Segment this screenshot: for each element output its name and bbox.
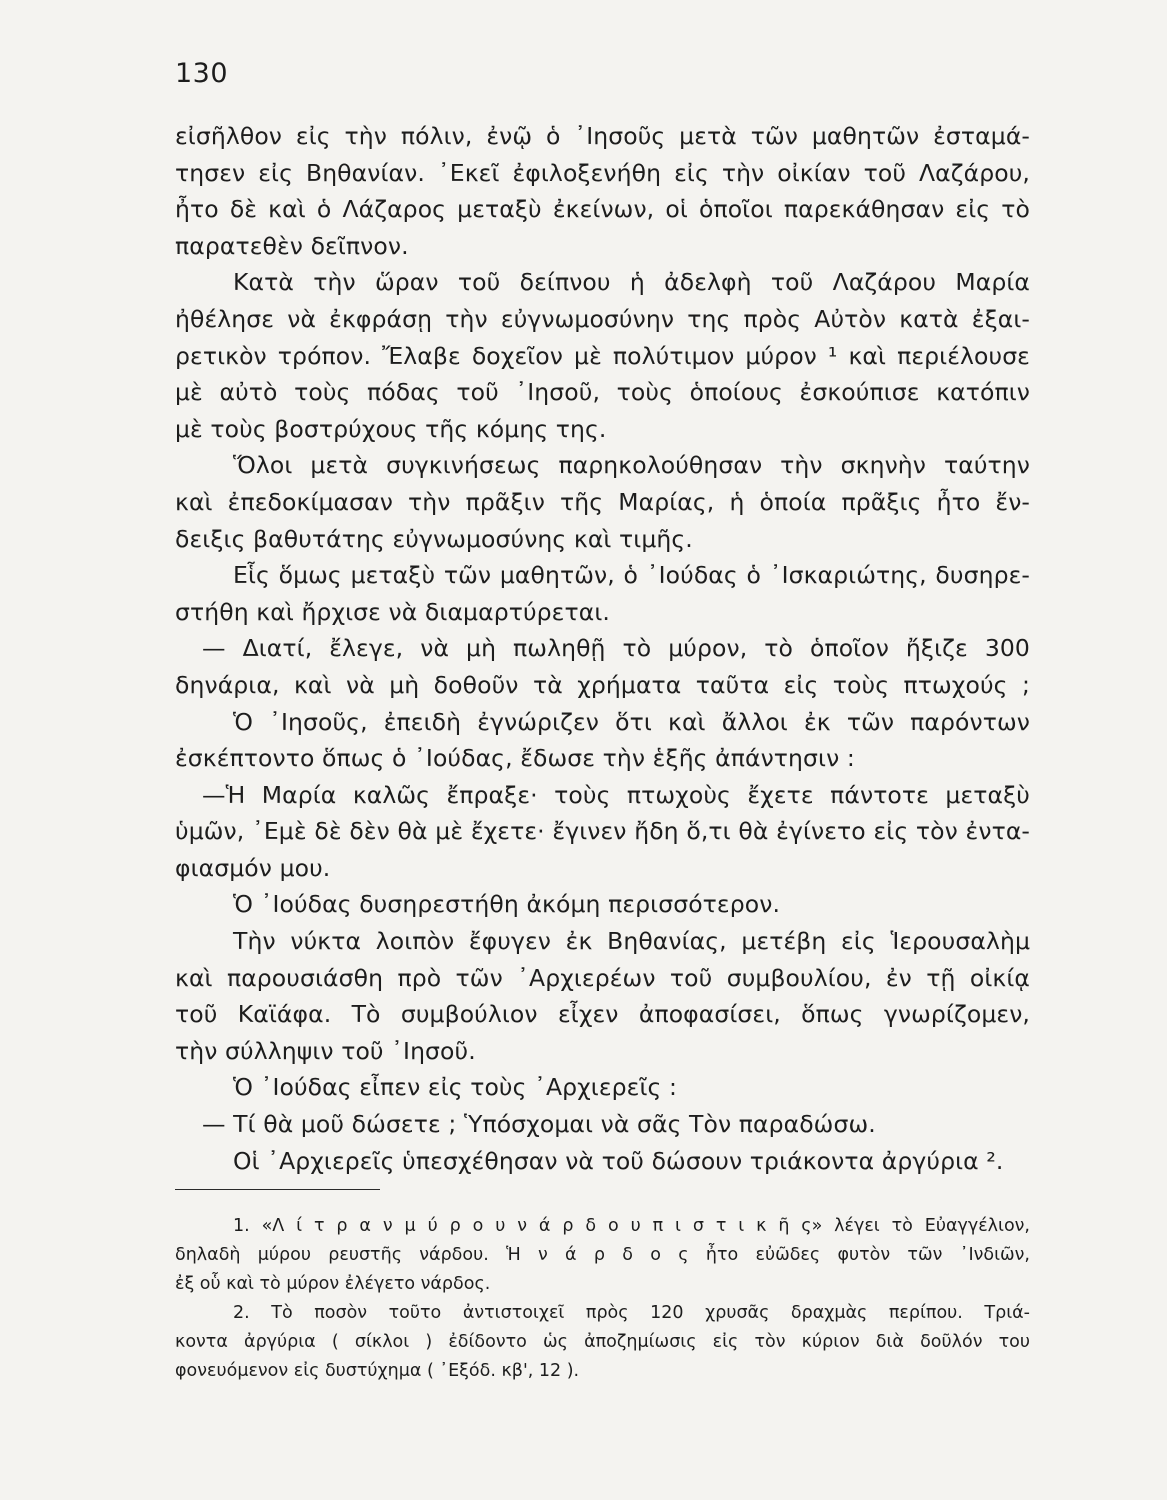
text-line: — Τί θὰ μοῦ δώσετε ; Ὑπόσχομαι νὰ σᾶς Τὸν παραδώσω. [202, 1110, 876, 1139]
text-line: Ὁ ᾿Ιούδας δυσηρεστήθη ἀκόμη περισσότερον. [233, 890, 781, 919]
text-line: εἰσῆλθον εἰς τὴν πόλιν, ἐνῷ ὁ ᾿Ιησοῦς μετὰ τῶν μαθητῶν ἐσταμά- [175, 122, 1030, 150]
text-line: ἠθέλησε νὰ ἐκφράσῃ τὴν εὐγνωμοσύνην της πρὸς Αὐτὸν κατὰ ἐξαι- [175, 304, 1030, 333]
footnote-divider [175, 1189, 380, 1190]
text-line: Ὁ ᾿Ιούδας εἶπεν εἰς τοὺς ᾿Αρχιερεῖς : [233, 1073, 678, 1102]
text-line: καὶ ἐπεδοκίμασαν τὴν πρᾶξιν τῆς Μαρίας, ἡ ὁποία πρᾶξις ἦτο ἔν- [175, 487, 1030, 516]
body-text [175, 118, 1030, 1179]
text-line: Ὅλοι μετὰ συγκινήσεως παρηκολούθησαν τὴν σκηνὴν ταύτην [233, 451, 1030, 480]
footnote-line: ἐξ οὗ καὶ τὸ μύρον ἐλέγετο νάρδος. [175, 1274, 491, 1294]
text-line: Κατὰ τὴν ὥραν τοῦ δείπνου ἡ ἀδελφὴ τοῦ Λαζάρου Μαρία [233, 268, 1030, 297]
text-line: ὑμῶν, ᾿Εμὲ δὲ δὲν θὰ μὲ ἔχετε· ἔγινεν ἤδη ὅ,τι θὰ ἐγίνετο εἰς τὸν ἐντα- [175, 817, 1030, 846]
text-line: τὴν σύλληψιν τοῦ ᾿Ιησοῦ. [175, 1036, 476, 1065]
text-line: παρατεθὲν δεῖπνον. [175, 231, 409, 260]
text-line: τοῦ Καϊάφα. Τὸ συμβούλιον εἶχεν ἀποφασίσει, ὅπως γνωρίζομεν, [175, 1000, 1030, 1029]
footnote-line: δηλαδὴ μύρου ρευστῆς νάρδου. Ἡ ν ά ρ δ ο ς ἦτο εὐῶδες φυτὸν τῶν ᾿Ινδιῶν, [175, 1245, 1030, 1265]
footnote-line: 1. «Λ ί τ ρ α ν μ ύ ρ ο υ ν ά ρ δ ο υ π ι σ τ ι κ ῆ ς» λέγει τὸ Εὐαγγέλιον, [233, 1216, 1030, 1236]
text-line: μὲ αὐτὸ τοὺς πόδας τοῦ ᾿Ιησοῦ, τοὺς ὁποίους ἐσκούπισε κατόπιν [175, 378, 1030, 407]
footnotes [175, 1212, 1030, 1386]
footnote-line: 2. Τὸ ποσὸν τοῦτο ἀντιστοιχεῖ πρὸς 120 χρυσᾶς δραχμὰς περίπου. Τριά- [233, 1303, 1030, 1323]
footnote-line: κοντα ἀργύρια ( σίκλοι ) ἐδίδοντο ὡς ἀποζημίωσις εἰς τὸν κύριον διὰ δοῦλόν του [175, 1332, 1030, 1352]
page-number: 130 [175, 58, 229, 89]
text-line: δηνάρια, καὶ νὰ μὴ δοθοῦν τὰ χρήματα ταῦτα εἰς τοὺς πτωχούς ; [175, 670, 1030, 699]
text-line: μὲ τοὺς βοστρύχους τῆς κόμης της. [175, 414, 607, 443]
text-line: ἐσκέπτοντο ὅπως ὁ ᾿Ιούδας, ἔδωσε τὴν ἑξῆς ἀπάντησιν : [175, 744, 855, 773]
text-line: καὶ παρουσιάσθη πρὸ τῶν ᾿Αρχιερέων τοῦ συμβουλίου, ἐν τῇ οἰκίᾳ [175, 963, 1030, 992]
text-line: ρετικὸν τρόπον. Ἔλαβε δοχεῖον μὲ πολύτιμον μύρον ¹ καὶ περιέλουσε [175, 341, 1030, 370]
text-line: στήθη καὶ ἤρχισε νὰ διαμαρτύρεται. [175, 597, 610, 626]
text-line: — Διατί, ἔλεγε, νὰ μὴ πωληθῇ τὸ μύρον, τὸ ὁποῖον ἤξιζε 300 [202, 634, 1030, 663]
text-line: ἦτο δὲ καὶ ὁ Λάζαρος μεταξὺ ἐκείνων, οἱ ὁποῖοι παρεκάθησαν εἰς τὸ [175, 195, 1030, 224]
text-line: Οἱ ᾿Αρχιερεῖς ὑπεσχέθησαν νὰ τοῦ δώσουν τριάκοντα ἀργύρια ². [233, 1146, 1004, 1175]
text-line: δειξις βαθυτάτης εὐγνωμοσύνης καὶ τιμῆς. [175, 524, 693, 553]
text-line: Ὁ ᾿Ιησοῦς, ἐπειδὴ ἐγνώριζεν ὅτι καὶ ἄλλοι ἐκ τῶν παρόντων [233, 707, 1030, 736]
text-line: Εἷς ὅμως μεταξὺ τῶν μαθητῶν, ὁ ᾿Ιούδας ὁ ᾿Ισκαριώτης, δυσηρε- [233, 561, 1030, 590]
text-line: φιασμόν μου. [175, 853, 331, 882]
text-line: —Ἡ Μαρία καλῶς ἔπραξε· τοὺς πτωχοὺς ἔχετε πάντοτε μεταξὺ [202, 780, 1030, 809]
text-line: Τὴν νύκτα λοιπὸν ἔφυγεν ἐκ Βηθανίας, μετέβη εἰς Ἱερουσαλὴμ [233, 927, 1030, 956]
text-line: τησεν εἰς Βηθανίαν. ᾿Εκεῖ ἐφιλοξενήθη εἰς τὴν οἰκίαν τοῦ Λαζάρου, [175, 158, 1030, 187]
footnote-line: φονευόμενον εἰς δυστύχημα ( ᾿Εξόδ. κβ', 12 ). [175, 1361, 580, 1381]
